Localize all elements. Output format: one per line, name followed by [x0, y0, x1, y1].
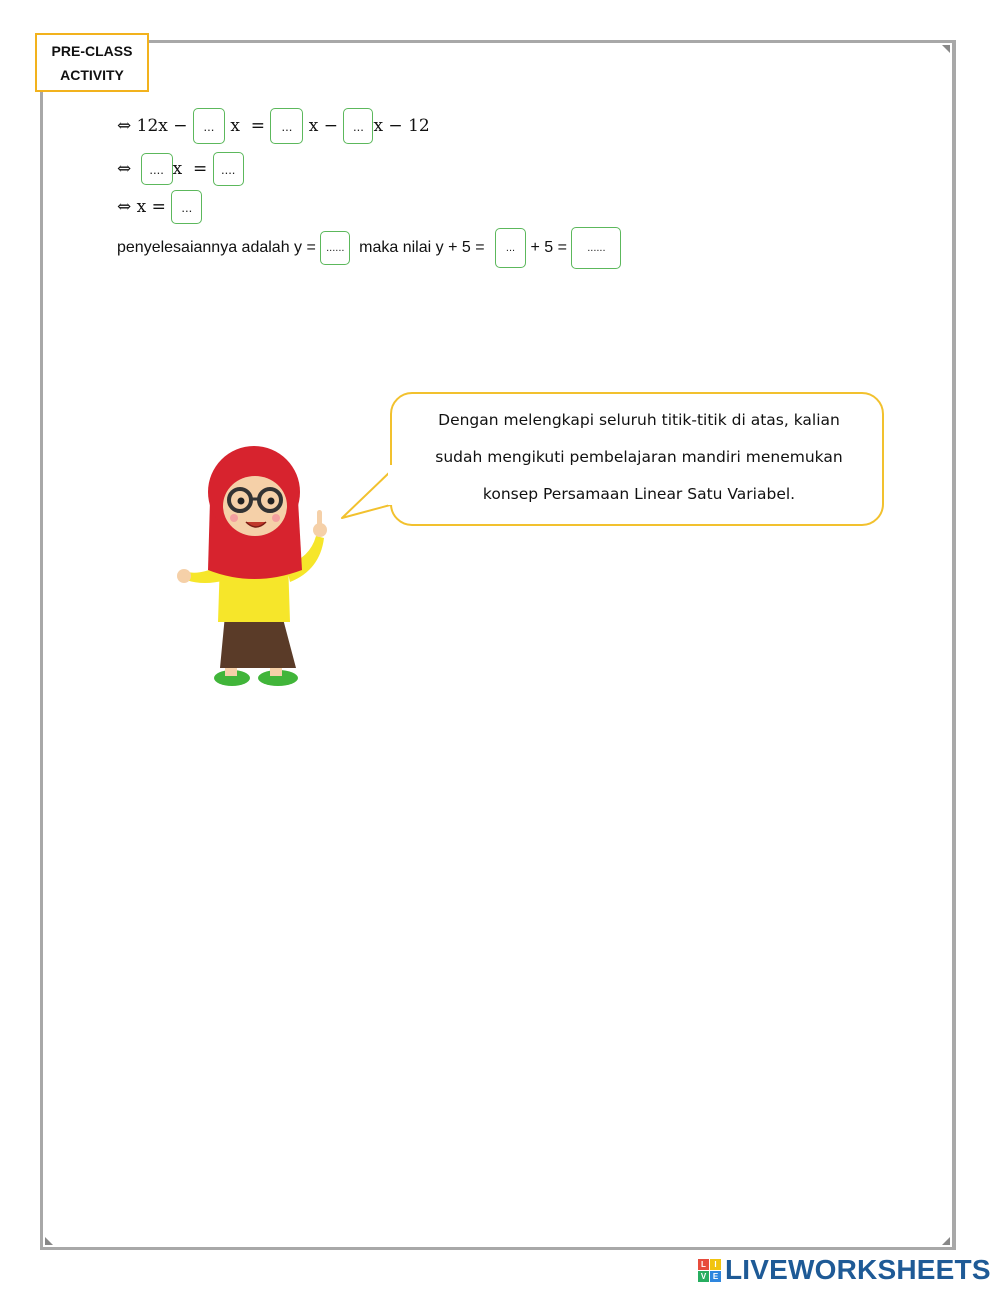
corner-mark: [942, 45, 950, 53]
speech-bubble-text: [392, 402, 886, 513]
equivalence-arrow: ⇔: [117, 116, 137, 136]
answer-sentence: [117, 226, 621, 270]
answer-blank[interactable]: ....: [141, 153, 173, 185]
corner-mark: [45, 1237, 53, 1245]
logo-letter: L: [698, 1259, 709, 1270]
equation-term: 12x −: [136, 116, 193, 136]
corner-mark: [942, 1237, 950, 1245]
answer-blank[interactable]: ...: [171, 190, 202, 224]
logo-letter: V: [698, 1271, 709, 1282]
speech-bubble: [390, 392, 884, 526]
equation-term: x −: [303, 116, 344, 136]
equation-term: x − 12: [373, 116, 430, 136]
answer-blank[interactable]: ...: [193, 108, 225, 144]
speech-line-2: sudah mengikuti pembelajaran mandiri menemukan: [435, 448, 843, 466]
liveworksheets-brand: [698, 1252, 991, 1288]
badge-line-2: ACTIVITY: [60, 66, 124, 83]
equation-line-3: [117, 189, 202, 225]
bubble-tail-cover: [388, 465, 394, 505]
equation-term: x =: [136, 197, 172, 217]
brand-name: LIVEWORKSHEETS: [725, 1254, 991, 1285]
badge-line-1: PRE-CLASS: [51, 42, 133, 59]
answer-blank-result[interactable]: ......: [571, 227, 621, 269]
equation-term: x =: [172, 159, 213, 179]
answer-blank-y[interactable]: ......: [320, 231, 350, 265]
answer-blank[interactable]: ...: [343, 108, 373, 144]
equivalence-arrow: ⇔: [117, 159, 137, 179]
logo-letter: I: [710, 1259, 721, 1270]
equivalence-arrow: ⇔: [117, 197, 137, 217]
answer-blank[interactable]: ....: [213, 152, 244, 186]
answer-blank[interactable]: ...: [270, 108, 303, 144]
equation-line-2: [117, 151, 244, 187]
sentence-text: maka nilai y + 5 =: [350, 239, 489, 256]
equation-line-1: [117, 108, 430, 144]
sentence-text: penyelesaiannya adalah y =: [117, 239, 321, 256]
speech-line-1: Dengan melengkapi seluruh titik-titik di atas, kalian: [438, 411, 840, 429]
answer-blank-y-value[interactable]: ...: [495, 228, 526, 268]
equation-term: x =: [224, 116, 271, 136]
student-girl-illustration: [170, 430, 340, 695]
pre-class-activity-badge: [35, 33, 149, 92]
sentence-text: + 5 =: [526, 239, 572, 256]
logo-letter: E: [710, 1271, 721, 1282]
speech-line-3: konsep Persamaan Linear Satu Variabel.: [482, 485, 796, 503]
liveworksheets-logo-icon: [698, 1259, 721, 1282]
